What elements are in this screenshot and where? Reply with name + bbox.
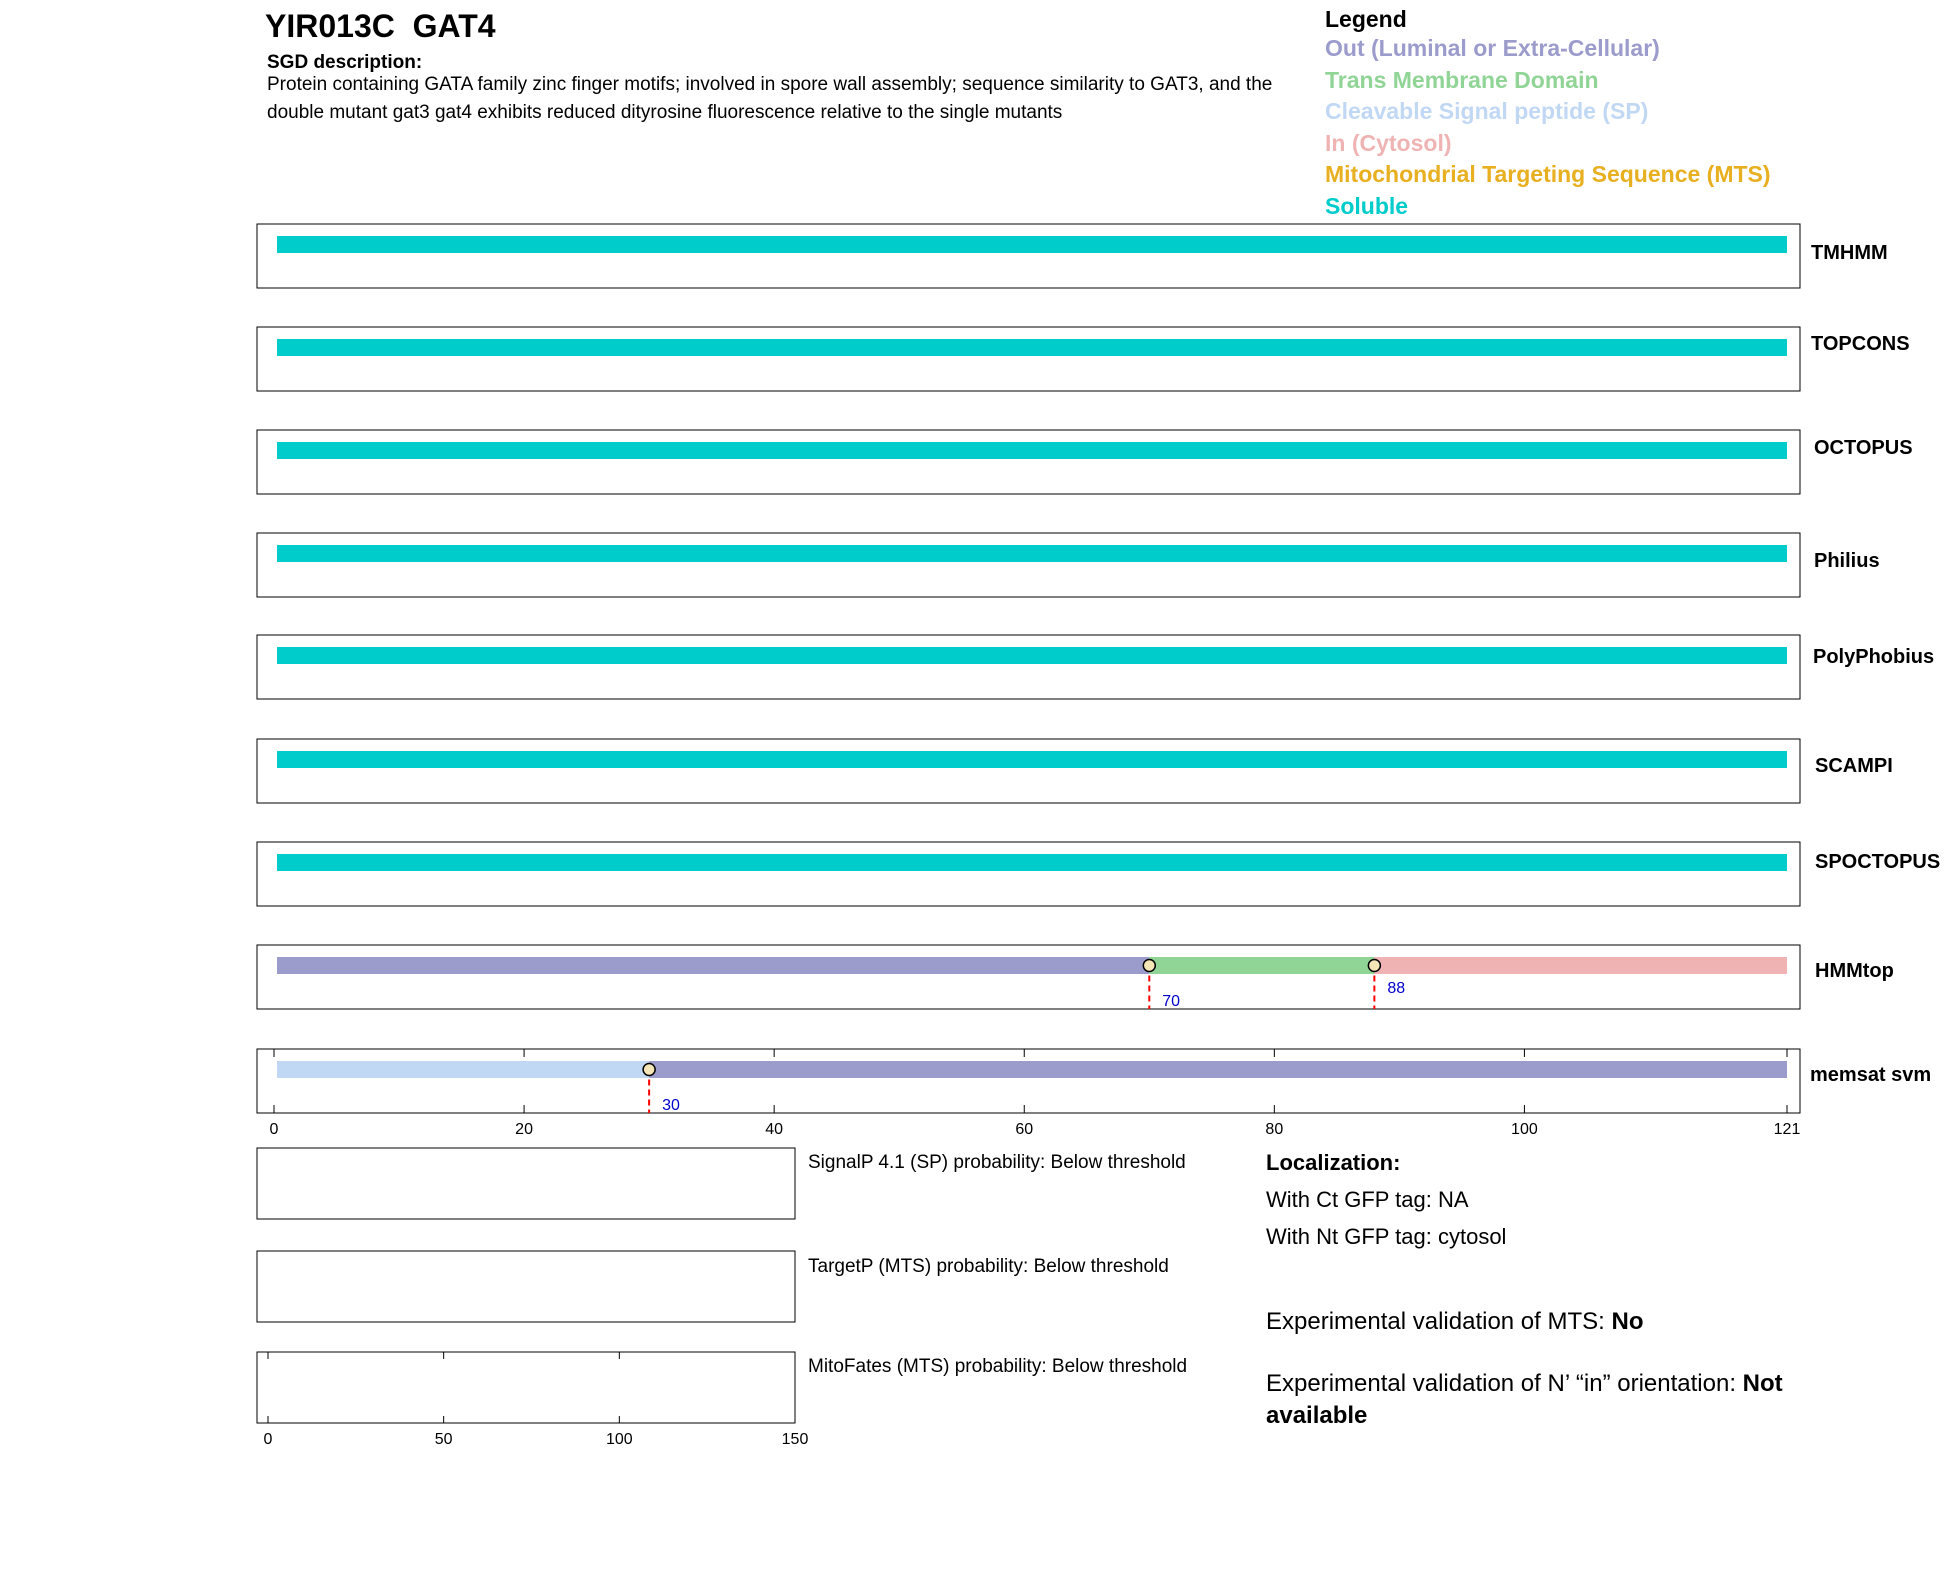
track-frame-hmmtop — [257, 945, 1800, 1009]
track-frame-memsat-svm — [257, 1049, 1800, 1113]
x-tick-label-121: 121 — [1773, 1121, 1801, 1138]
segment-spoctopus-0 — [277, 854, 1787, 871]
boundary-label-hmmtop-88: 88 — [1387, 980, 1406, 997]
segment-topcons-0 — [277, 339, 1787, 356]
prob-x-tick-label-150: 150 — [781, 1431, 809, 1448]
segment-octopus-0 — [277, 442, 1787, 459]
x-tick-label-60: 60 — [1015, 1121, 1034, 1138]
track-frame-spoctopus — [257, 842, 1800, 906]
boundary-label-hmmtop-70: 70 — [1162, 993, 1181, 1010]
description-text: Protein containing GATA family zinc finger motifs; involved in spore wall assembly; sequence similarity to GAT3, and the double mutant gat3 gat4 exhibits reduced dityrosine fluorescence relative to the single mutants — [267, 74, 1273, 123]
targetp-label: TargetP (MTS) probability: Below threshold — [808, 1256, 1169, 1277]
x-tick-label-100: 100 — [1511, 1121, 1538, 1138]
track-frame-octopus — [257, 430, 1800, 494]
mts-validation — [1266, 1308, 1643, 1336]
x-tick-label-40: 40 — [765, 1121, 784, 1138]
track-label-scampi: SCAMPI — [1815, 755, 1893, 777]
boundary-marker-memsat-svm-30 — [643, 1064, 655, 1076]
segment-hmmtop-2 — [1374, 957, 1787, 974]
localization-ct-gfp: With Ct GFP tag: NA — [1266, 1187, 1469, 1212]
mts-validation-value: No — [1611, 1308, 1644, 1335]
legend-item-soluble: Soluble — [1325, 192, 1409, 219]
legend-item-mts: Mitochondrial Targeting Sequence (MTS) — [1325, 161, 1771, 187]
track-label-topcons: TOPCONS — [1811, 333, 1910, 355]
boundary-label-memsat-svm-30: 30 — [662, 1097, 680, 1114]
boundary-marker-hmmtop-70 — [1143, 960, 1155, 972]
description-heading: SGD description: — [267, 52, 423, 73]
mitofates-label: MitoFates (MTS) probability: Below threshold — [808, 1356, 1188, 1377]
orientation-validation — [1266, 1368, 1866, 1432]
track-frame-tmhmm — [257, 224, 1800, 288]
probability-panel-2 — [257, 1352, 795, 1423]
segment-hmmtop-0 — [277, 957, 1149, 974]
segment-tmhmm-0 — [277, 236, 1787, 253]
localization-nt-gfp: With Nt GFP tag: cytosol — [1266, 1224, 1507, 1249]
segment-scampi-0 — [277, 751, 1787, 768]
legend-heading: Legend — [1325, 6, 1407, 32]
boundary-marker-hmmtop-88 — [1368, 960, 1380, 972]
track-frame-polyphobius — [257, 635, 1800, 699]
x-tick-label-0: 0 — [269, 1121, 279, 1138]
track-label-tmhmm: TMHMM — [1811, 242, 1888, 264]
x-tick-label-20: 20 — [515, 1121, 533, 1138]
legend-item-out: Out (Luminal or Extra-Cellular) — [1325, 35, 1660, 61]
probability-panel-0 — [257, 1148, 795, 1219]
track-label-philius: Philius — [1814, 550, 1880, 572]
localization-heading: Localization: — [1266, 1150, 1401, 1175]
segment-hmmtop-1 — [1149, 957, 1374, 974]
orientation-validation-label: Experimental validation of N’ “in” orientation: — [1266, 1370, 1743, 1397]
track-label-hmmtop: HMMtop — [1815, 960, 1894, 982]
track-label-polyphobius: PolyPhobius — [1813, 646, 1935, 668]
segment-memsat-svm-0 — [277, 1061, 649, 1078]
segment-memsat-svm-1 — [649, 1061, 1787, 1078]
mts-validation-label: Experimental validation of MTS: — [1266, 1308, 1612, 1335]
x-tick-label-80: 80 — [1265, 1121, 1284, 1138]
track-label-memsat-svm: memsat svm — [1810, 1064, 1932, 1086]
track-frame-philius — [257, 533, 1800, 597]
prob-x-tick-label-100: 100 — [605, 1431, 633, 1448]
track-frame-topcons — [257, 327, 1800, 391]
orientation-validation-value: Not available — [1266, 1370, 1783, 1429]
prob-x-tick-label-0: 0 — [263, 1431, 273, 1448]
signalp-label: SignalP 4.1 (SP) probability: Below threshold — [808, 1152, 1186, 1173]
probability-panel-1 — [257, 1251, 795, 1322]
track-label-octopus: OCTOPUS — [1814, 437, 1913, 459]
track-label-spoctopus: SPOCTOPUS — [1815, 851, 1941, 873]
legend-item-in: In (Cytosol) — [1325, 129, 1452, 156]
page-title: YIR013C GAT4 — [265, 8, 496, 44]
prob-x-tick-label-50: 50 — [434, 1431, 453, 1448]
segment-polyphobius-0 — [277, 647, 1787, 664]
track-frame-scampi — [257, 739, 1800, 803]
legend-item-tm: Trans Membrane Domain — [1325, 66, 1599, 93]
segment-philius-0 — [277, 545, 1787, 562]
legend-item-sp: Cleavable Signal peptide (SP) — [1325, 98, 1649, 124]
